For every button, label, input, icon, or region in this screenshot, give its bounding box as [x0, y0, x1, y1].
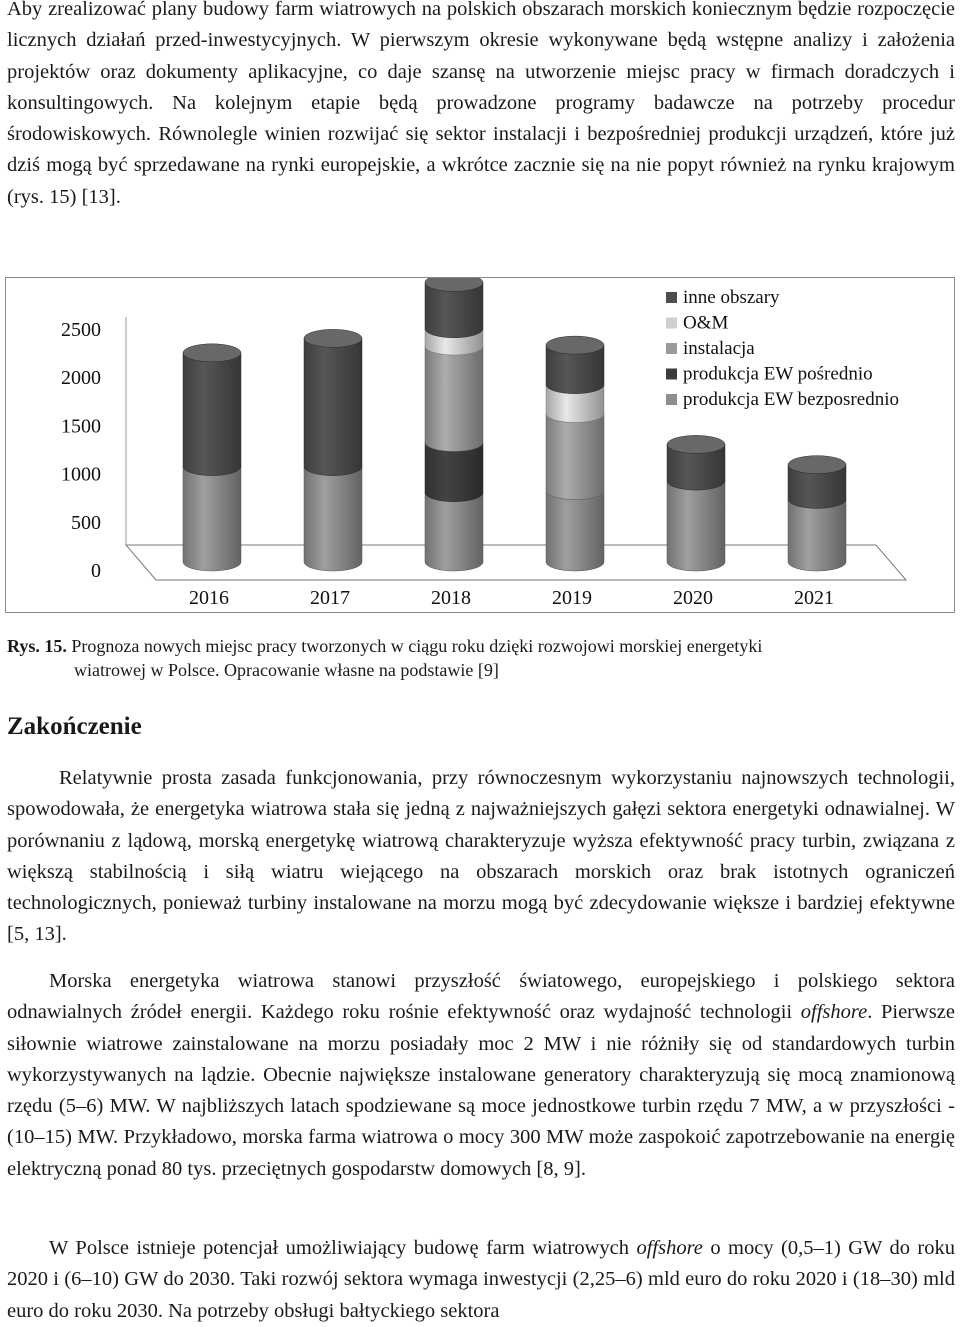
y-tick-label: 500: [71, 511, 101, 534]
legend-swatch: [666, 292, 677, 303]
figure-chart: [5, 277, 955, 613]
x-tick-label: 2020: [673, 587, 713, 609]
bar-top-2021: [788, 456, 846, 474]
legend-label: produkcja EW pośrednio: [683, 363, 873, 385]
legend-label: instalacja: [683, 338, 755, 359]
x-tick-label: 2017: [310, 587, 350, 609]
legend-swatch: [666, 343, 677, 354]
bar-segment-2019: [546, 414, 604, 500]
legend-swatch: [666, 369, 677, 380]
legend-label: inne obszary: [683, 287, 780, 308]
conclusion-paragraph-1: Relatywnie prosta zasada funkcjonowania, przy równoczesnym wykorzystaniu najnowszych technologii, spowodowała, że energetyka wiatrowa stała się jedną z najważniejszych gałęzi sektora energetyki odnawialnej. W porównaniu z lądową, morską energetykę wiatrową charakteryzuje wyższa efektywność pracy turbin, związana z większą stabilnością i siłą wiatru wiejącego na obszarach morskich oraz brak istotnych ograniczeń technologicznych, ponieważ turbiny instalowane na morzu mogą być zdecydowanie większe i bardziej efektywne [5, 13].: [7, 767, 955, 946]
y-tick-label: 2000: [61, 367, 101, 390]
caption-label: Rys. 15.: [7, 636, 67, 656]
bar-segment-2019: [546, 491, 604, 571]
bar-segment-2020: [667, 481, 725, 571]
para3-text-2: . Pierwsze siłownie wiatrowe zainstalowane na morzu posiadały moc 2 MW i nie różniły się od standardowych turbin wykorzystywanych na lądzie. Obecnie największe instalowane generatory charakteryzują się mocą znamionową rzędu (5–6) MW. W najbliższych latach spodziewane są moce jednostkowe turbin rzędu 7 MW, a w przyszłości - (10–15) MW. Przykładowo, morska farma wiatrowa o mocy 300 MW może zaspokoić zapotrzebowanie na energię elektryczną ponad 80 tys. przeciętnych gospodarstw domowych [8, 9].: [7, 1001, 955, 1180]
y-tick-label: 0: [91, 560, 101, 582]
conclusion-paragraph-2: [7, 966, 955, 1185]
bar-top-2019: [546, 336, 604, 354]
legend-label: produkcja EW bezposrednio: [683, 389, 899, 410]
legend-swatch: [666, 394, 677, 405]
x-tick-label: 2016: [189, 587, 229, 609]
stacked-cylinder-chart: [6, 278, 954, 612]
bar-segment-2016: [183, 467, 241, 571]
intro-paragraph: Aby zrealizować plany budowy farm wiatrowych na polskich obszarach morskich koniecznym będzie rozpoczęcie licznych działań przed-inwestycyjnych. W pierwszym okresie wykonywane będą wstępne analizy i założenia projektów oraz dokumenty aplikacyjne, co daje szansę na utworzenie miejsc pracy w firmach doradczych i konsultingowych. Na kolejnym etapie będą prowadzone programy badawcze na potrzeby procedur środowiskowych. Równolegle winien rozwijać się sektor instalacji i bezpośredniej produkcji urządzeń, które już dziś mogą być sprzedawane na rynki europejskie, a wkrótce zacznie się na nie popyt również na rynku krajowym (rys. 15) [13].: [7, 0, 955, 208]
y-tick-label: 1500: [61, 415, 101, 438]
bar-top-2017: [304, 329, 362, 347]
bar-top-2020: [667, 435, 725, 453]
conclusion-paragraph-3: [7, 1233, 955, 1327]
bar-segment-2017: [304, 467, 362, 571]
para3-text-1: Morska energetyka wiatrowa stanowi przyszłość światowego, europejskiego i polskiego sektora odnawialnych źródeł energii. Każdego roku rośnie efektywność oraz wydajność technologii: [7, 970, 955, 1024]
bar-segment-2016: [183, 353, 241, 476]
x-tick-label: 2018: [431, 587, 471, 609]
caption-text-line1: Prognoza nowych miejsc pracy tworzonych w ciągu roku dzięki rozwojowi morskiej energetyki: [71, 636, 763, 656]
x-tick-label: 2019: [552, 587, 592, 609]
bar-segment-2021: [788, 499, 846, 571]
legend-swatch: [666, 318, 677, 329]
para3-italic-offshore: offshore: [800, 1001, 868, 1024]
x-tick-label: 2021: [794, 587, 834, 609]
section-heading: Zakończenie: [7, 713, 142, 740]
para4-text-2: o mocy (0,5–1) GW do roku 2020 i (6–10) GW do 2030. Taki rozwój sektora wymaga inwestycji (2,25–6) mld euro do roku 2020 i (18–30) mld euro do roku 2030. Na potrzeby obsługi bałtyckiego sektora: [7, 1237, 955, 1322]
y-tick-label: 1000: [61, 463, 101, 486]
bar-segment-2017: [304, 338, 362, 475]
bar-top-2016: [183, 344, 241, 362]
figure-caption: [7, 634, 947, 682]
legend-label: O&M: [683, 312, 729, 334]
caption-text-line2: wiatrowej w Polsce. Opracowanie własne na podstawie [9]: [74, 660, 499, 680]
bar-segment-2018: [425, 346, 483, 451]
para4-italic-offshore: offshore: [636, 1237, 703, 1259]
y-tick-label: 2500: [61, 319, 101, 341]
bar-segment-2018: [425, 493, 483, 571]
para4-text-1: W Polsce istnieje potencjał umożliwiający budowę farm wiatrowych: [49, 1237, 637, 1259]
